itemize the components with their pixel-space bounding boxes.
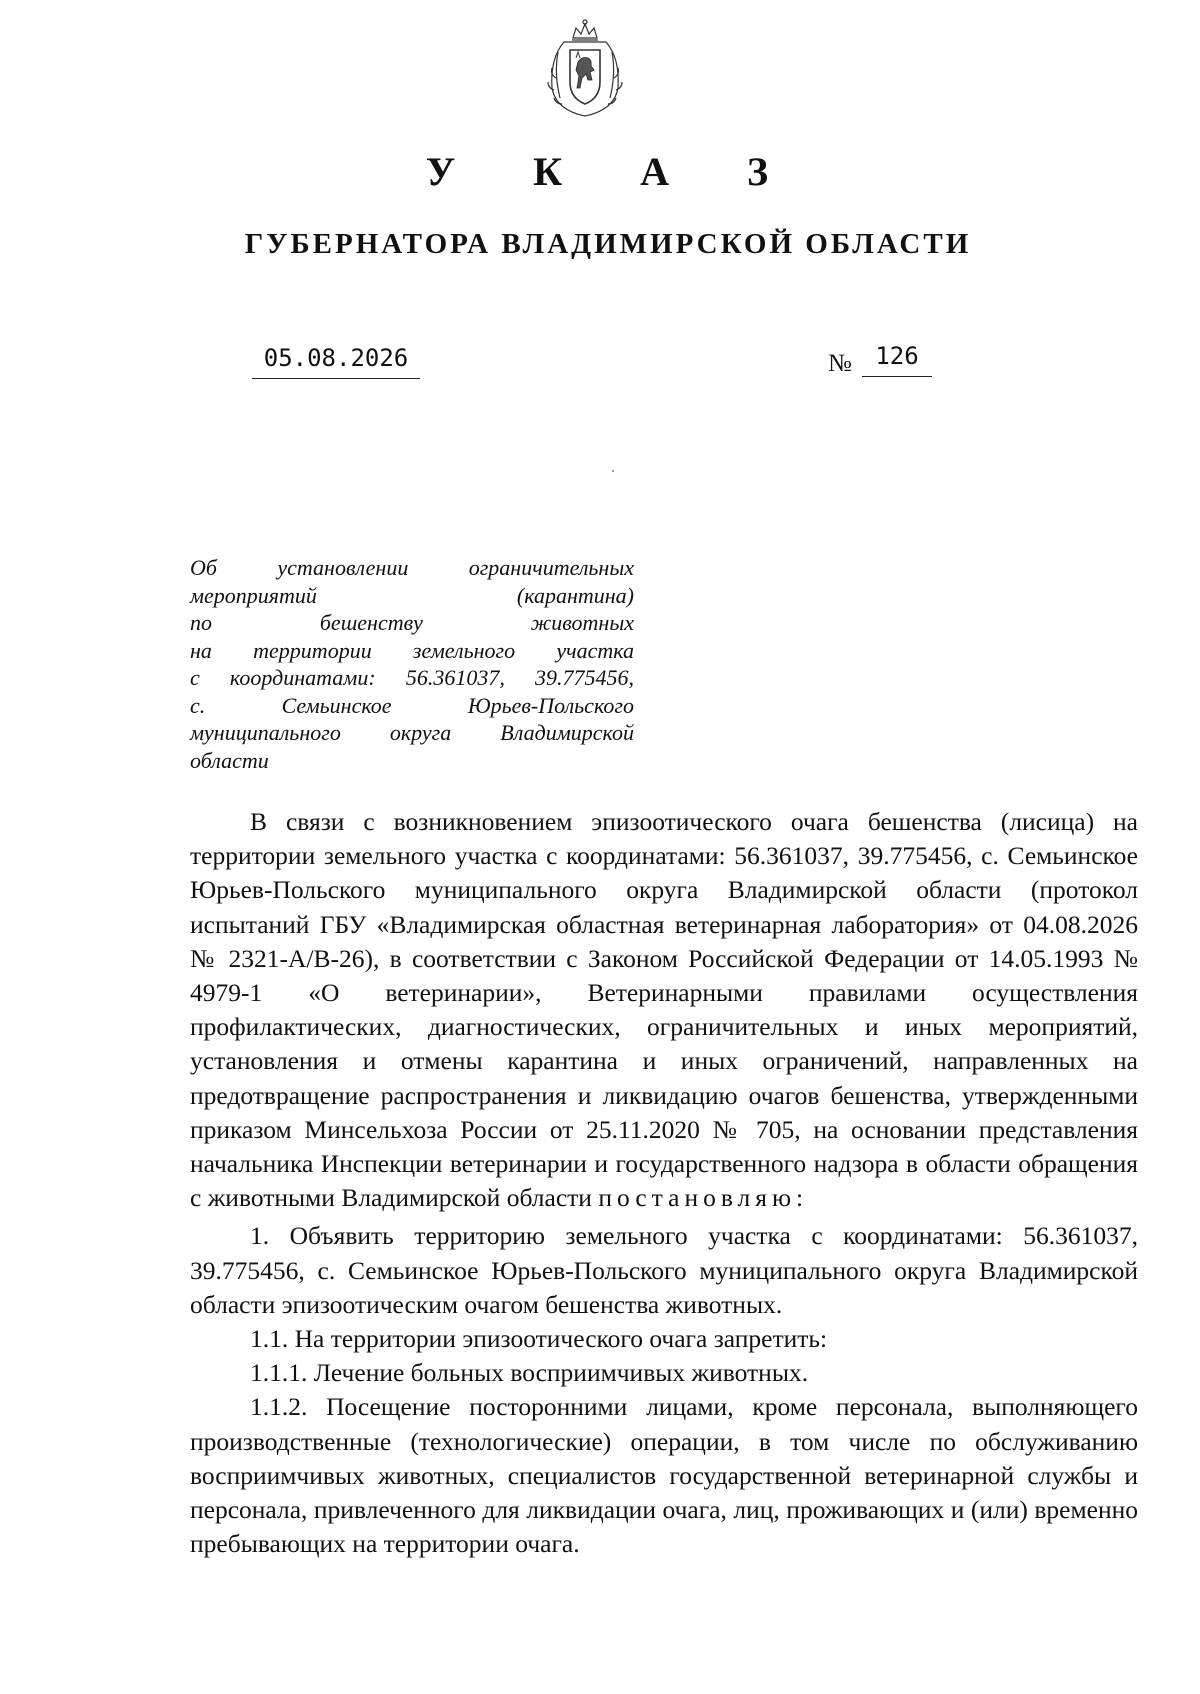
item-1-1: 1.1. На территории эпизоотического очага запретить: [250,1324,828,1354]
heading-line: с координатами: 56.361037, 39.775456, [190,665,634,690]
heading-line: по бешенству животных [190,610,634,635]
heading-line: муниципального округа Владимирской [190,720,634,745]
heading-line: на территории земельного участка [190,637,634,663]
decree-body [190,805,1138,1561]
item-1-1-2: 1.1.2. Посещение посторонними лицами, кроме персонала, выполняющего производственные (технологические) операции, в том числе по обслуживанию восприимчивых животных, специалистов государственной ветеринарной службы и персонала, привлеченного для ликвидации очага, лиц, проживающих и (или) временно пребывающих на территории очага. [190,1392,1138,1559]
document-date: 05.08.2026 [252,344,420,379]
heading-line: мероприятий (карантина) [190,582,634,608]
item-1-1-1: 1.1.1. Лечение больных восприимчивых животных. [250,1358,809,1388]
heading-line: области [190,747,269,773]
preamble-paragraph [190,805,1138,1215]
coat-of-arms-icon [536,18,634,120]
preamble-text: В связи с возникновением эпизоотического очага бешенства (лисица) на территории земельного участка с координатами: 56.361037, 39.775456, с. Семьинское Юрьев-Польского муниципального округа Владимирской области (протокол испытаний ГБУ «Владимирская областная ветеринарная лаборатория» от 04.08.2026 № 2321-А/В-26), в соответствии с Законом Российской Федерации от 14.05.1993 № 4979-1 «О ветеринарии», Ветеринарными правилами осуществления профилактических, диагностических, ограничительных и иных мероприятий, установления и отмены карантина и иных ограничений, направленных на предотвращение распространения и ликвидацию очагов бешенства, утвержденными приказом Минсельхоза России от 25.11.2020 № 705, на основании представления начальника Инспекции ветеринарии и государственного надзора в области обращения с животными Владимирской области [190,807,1138,1213]
decree-heading [190,554,634,774]
item-1: 1. Объявить территорию земельного участка с координатами: 56.361037, 39.775456, с. Семьинское Юрьев-Польского муниципального округа Владимирской области эпизоотическим очагом бешенства животных. [190,1221,1138,1319]
document-type-title: У К А З [425,149,803,194]
heading-line: Об установлении ограничительных [190,555,634,580]
document-number: 126 [862,342,932,377]
number-label: № [828,350,852,377]
scan-speck [612,470,614,472]
heading-line: с. Семьинское Юрьев-Польского [190,692,634,718]
decree-word: постановляю: [598,1183,809,1213]
issuer-subtitle: ГУБЕРНАТОРА ВЛАДИМИРСКОЙ ОБЛАСТИ [244,228,972,260]
